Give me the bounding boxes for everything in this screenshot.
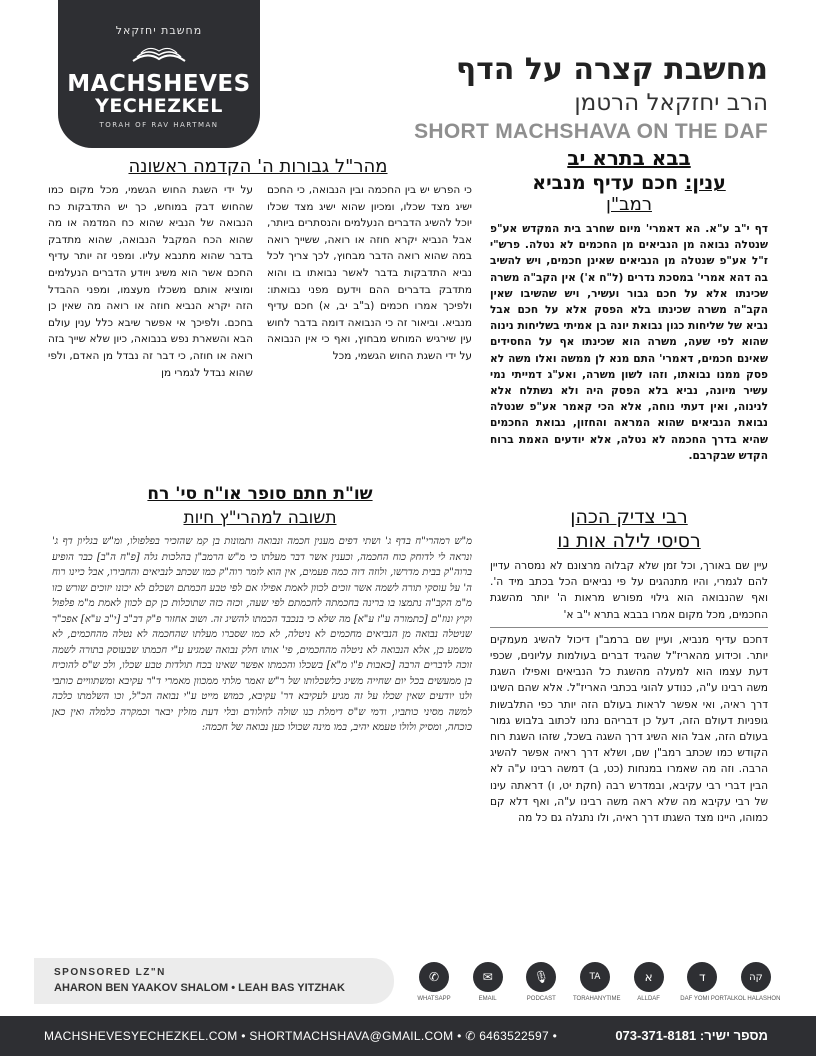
maharal-heading: מהר"ל גבורות ה' הקדמה ראשונה [128, 156, 388, 177]
main-body-text: דף י"ב ע"א. הא דאמרי' מיום שחרב בית המקדש אע"פ שנטלה נבואה מן הנביאים מן החכמים לא נטלה. פרש"י ז"ל אע"פ שנטלה מן הנביאים שאינן חכמים, ויש להשיב בה דהא אמרי' במסכת נדרים (ל"ח א') אין הקב"ה משרה שכינתו אלא על חכם גבור ועשיר, ויש שהשיבו שאין הקב"ה משרה שכינתו בלא הפסק אלא על חכם אבל נביא של שליחות כגון נבואת יונה בן אמיתי בשליחות נינוה שהוא לפי שעה, משרה הוא שכינתו אף על החסידים שאינם חכמים, דאמרי' התם מנא לן ממשה ואלו משה לא פסק ממנו נבואתו, וזהו לשון משרה, ואע"ג דמייתי נמי עשיר מיונה, נביא בלא הפסק היה ולא נשתלח אלא לנינוה, ואין דעתי נוחה, אלא הכי קאמר אע"פ שנטלה נבואת הנביאים שהוא המראה והחזון, נבואת החכמים שהיא בדרך החכמה לא נטלה, אלא יודעים האמת ברוח הקדש שבקרבם. [490, 223, 768, 462]
logo-tagline: TORAH OF RAV HARTMAN [99, 121, 219, 129]
torahanytime-icon[interactable]: TA [580, 962, 610, 992]
sponsor-bar [34, 958, 394, 1004]
topic-label: ענין: [684, 172, 726, 194]
email-icon[interactable]: ✉ [473, 962, 503, 992]
book-icon [129, 43, 189, 65]
icon-link-kolhalashon[interactable] [733, 962, 781, 1008]
tzadok-section [490, 506, 768, 826]
tzadok-body-2: דחכם עדיף מנביא, ועיין שם ברמב"ן דיכול להשיג מעמקים יותר. וכידוע מהאריז"ל שהגיד דברים בעולמות עליונים, שכפי דעת עצמו הוא למעלה מהשגת כל הנביאים ואפילו השגת משה רבינו ע"ה, כנודע להוגי בכתבי האריז"ל. אלא שהם השיגו דרך ראיה, ואי אפשר לראות בעולם הזה יותר כפי התלבשות גופניות דעולם הזה, דעל כן דבריהם נתנו לכתוב בלבוש גמור בעולם הזה, אבל הוא השיג דרך השגה בשכל, שזהו השגת רוח הקודש כמו שכתב רמב"ן שם, ושלא דרך ראיה אפשר להשיג הרבה. וזה מה שאמרו במנחות (כט, ב) דמשה רבינו ע"ה לא הבין דברי רבי עקיבא, ובמדרש רבה (חקת יט, ו) דראתה עינו של רבי עקיבא מה שלא ראה משה רבינו ע"ה, ואף דלא קם כמוהו, היינו מצד השגתו דרך ראיה, ולו נתגלה גם כל מה [490, 633, 768, 825]
icon-link-dafyomiportal[interactable] [680, 962, 735, 1008]
icon-label: WHATSAPP [417, 996, 451, 1002]
icon-link-email[interactable] [466, 962, 510, 1008]
maharal-col-right: כי הפרש יש בין החכמה ובין הנבואה, כי החכם ישיג מצד שכלו, ומכיון שהוא ישיג מצד שכלו יוכל להשיג הדברים הנעלמים והנסתרים ביותר, אבל הנביא יקרא חוזה או רואה, ששייך רואה במה שהוא רואה הדבר מבחוץ, לכך צריך לכל נביא התדבקות בדבר לאשר נבואתו בו והוא מתדבק בדברים ההם וידעם מפני נבואתו: ולפיכך אמרו חכמים (ב"ב יב, א) חכם עדיף מנביא. וביאור זה כי הנבואה דומה בדבר לחוש עין שירגיש המוחש מבחוץ, ואף כי אין הנבואה על ידי השגת החוש הגשמי, מכל [267, 184, 472, 362]
chasam-scan [52, 534, 472, 938]
share-icons [412, 962, 781, 1008]
podcast-icon[interactable]: 🎙 [526, 962, 556, 992]
maharal-col-left: על ידי השגת החוש הגשמי, מכל מקום כמו שהחוש דבק במוחש, כך יש התדבקות כח הנבואה של הנביא שהוא כח המדמה או מה שהוא הכח המקבל הנבואה, שהוא מתדבק בדבר שהוא מתנבא עליו. ומפני זה יותר עדיף החכם אשר הוא משיג ויודע הדברים הנעלמים ומוציא אותם משכלו מעצמו, ומפני ההבדל הזה יקרא הנביא חוזה או רואה מה שאין כן בחכם. ולפיכך אי אפשר שיבא כלל ענין עולם הבא והשארת נפש בנבואה, כיון שלא שייך בזה רואה או חוזה, כי דבר זה נבדל מן האדם, ולפי שהוא נבדל לגמרי מן [48, 184, 253, 379]
chasam-heading: שו"ת חתם סופר או"ח סי' רח [147, 484, 373, 504]
icon-link-podcast[interactable] [519, 962, 563, 1008]
topic-text: חכם עדיף מנביא [532, 172, 679, 194]
logo-line1: MACHSHEVES [67, 71, 251, 97]
chasam-scan-text: מ"ש רמהרי"ח בדף ג' ושתי דפים מענין חכמה ונבואה ותמונות בן קמ שהזכיר בפלפולו, ומ"ש בגליון דף ג' ונראה לי לדוחק כוח החכמה, וכענין אשר דבר מעלתו כי מ"ש הרמב"ן בהלכות גלה [פ"ח ה"ב] כבר הופיע ברוה"ק בבית מדרשו, ולוזה דוה כמה פעמים, אין הוא לומר רוה"ק כמו שכתב לנביאים והחבירו, אבל כיינו רוח ה' על עוסקי תורה לשמה אשר זוכים לכוון לאמת אפילו אם לפי טבע חכמתם ושכלם לא יכונו יזוכים שורש כזו מ"מ הקב"ה נתמצו בו ברינה בחכמתה לחכמתם לפי שעה, וכזה כזה שתוכלות כן קם לכוון לאמת מ"מ פלפול וקיץ ונוז"ם [כתמורה ע"ז ע"א] מה שלא כי בנכבד הכמתו להשיג זה. ושוב אחזור פ"ק דב"ב [י"ב ע"א] אפכ"ר שניטלה נבואה מן הנביאים מחכמים לא ניטלה, לא כמו שסברו מעלתו שהחכמה לא נטלה מהחכמים, לא משמע כן, אלא הנבואה לא ניטלה מהחכמים, פי' אותו חלק נבואה שמגיע ע"י חכמתו שבעוסק בתורה לשמה זוכה לדברים הרבה [כאבות פ"ו מ"א] בשכלו והכמתו אפשר שאינו בכח תולדות טבע שכלו, ולכ ש"ס להוכיח בן ממעשים בכל יום שחייה משיג כלשכלותו של ר"ש זאמר מלתי ממכוון מאמרי ד"ר עקיבא ומשתוויים כותבי ולנו יודעים שאין שכלו על זה מגיע לעקיבא דר' עקיבא, כמוש מייט ע"י נבואה הכ"ל, וכו השלמתו כלכה למשה מסיני כותביו, ודמי ש"ס דימלת כנו שולה לחלודם ובלי דעת מזלין יבאר וכמקרה כלמלה ואין כאן כוכחה, ומסיק ולולו טעמא יהיב, במו מינה שכולו כען נבואה של חכמה: [52, 536, 472, 733]
dafyomiportal-icon[interactable]: ד [687, 962, 717, 992]
maharal-columns [48, 182, 472, 474]
icon-label: DAF YOMI PORTAL [680, 996, 735, 1002]
icon-label: TORAHANYTIME [572, 996, 621, 1002]
logo-hebrew-text: מחשבת יחזקאל [115, 24, 203, 37]
source-heading: רמב"ן [606, 194, 652, 215]
kolhalashon-icon[interactable]: קה [741, 962, 771, 992]
tzadok-body-1: עיין שם באורך, וכל זמן שלא קבלוה מרצונם לא נמסרה עדיין להם לגמרי, והיו מתנהגים על פי נביאים הכל בכתב מיד ה'. ואף שהנבואה הוא גילוי מפורש מראות ה' יותר מהשגת החכמים, מכל מקום אמרו בבבא בתרא י"ב א' [490, 560, 768, 621]
footer-direct-number[interactable]: מספר ישיר: 073-371-8181 [615, 1028, 768, 1043]
icon-link-alldaf[interactable] [627, 962, 671, 1008]
footer-contact[interactable]: MACHSHEVESYECHEZKEL.COM • SHORTMACHSHAVA@GMAIL.COM • ✆ 6463522597 • [44, 1029, 558, 1043]
logo [58, 0, 260, 148]
alldaf-icon[interactable]: א [634, 962, 664, 992]
tzadok-heading: רבי צדיק הכהן [570, 506, 688, 528]
whatsapp-icon[interactable]: ✆ [419, 962, 449, 992]
topic-heading [490, 172, 768, 194]
footer [0, 1016, 816, 1056]
sponsor-names: AHARON BEN YAAKOV SHALOM • LEAH BAS YITZHAK [54, 982, 345, 994]
english-title: SHORT MACHSHAVA ON THE DAF [414, 120, 768, 143]
tzadok-subheading: רסיסי לילה אות נו [557, 530, 701, 552]
sponsor-label: SPONSORED LZ"N [54, 967, 166, 978]
logo-line2: YECHEZKEL [95, 95, 223, 117]
divider [490, 627, 768, 628]
page-title: מחשבת קצרה על הדף [455, 52, 768, 87]
icon-link-whatsapp[interactable] [412, 962, 456, 1008]
chasam-subheading: תשובה למהרי"ץ חיות [183, 508, 337, 528]
icon-link-torahanytime[interactable] [572, 962, 621, 1008]
icon-label: KOL HALASHON [733, 996, 781, 1002]
rav-name: הרב יחזקאל הרטמן [574, 90, 768, 116]
icon-label: PODCAST [526, 996, 556, 1002]
masechta-heading: בבא בתרא יב [567, 146, 691, 170]
icon-label: ALLDAF [637, 996, 660, 1002]
main-section [490, 146, 768, 464]
icon-label: EMAIL [478, 996, 497, 1002]
